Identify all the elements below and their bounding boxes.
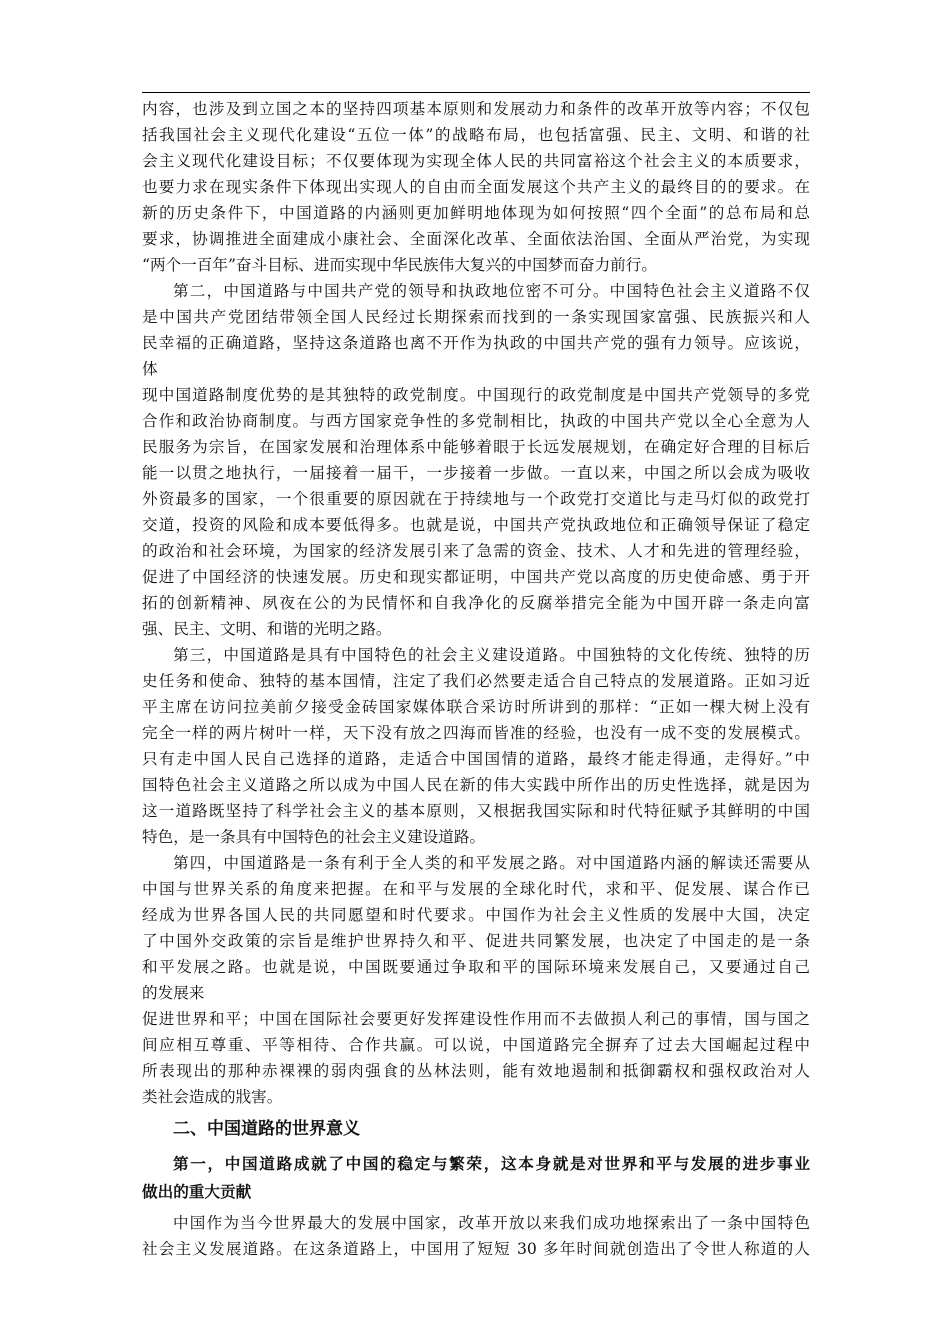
subheading [142, 1150, 810, 1206]
text-line: 体 [142, 360, 158, 378]
text-line: 这一道路既坚持了科学社会主义的基本原则，又根据我国实际和时代特征赋予其鲜明的中国 [142, 802, 810, 820]
text-line: 社会主义发展道路。在这条道路上，中国用了短短 30 多年时间就创造出了令世人称道的人 [142, 1240, 810, 1258]
text-line: 所表现出的那种赤裸裸的弱肉强食的丛林法则，能有效地遏制和抵御霸权和强权政治对人 [142, 1062, 810, 1080]
text-line: 促进了中国经济的快速发展。历史和现实都证明，中国共产党以高度的历史使命感、勇于开 [142, 568, 810, 586]
text-line: 的政治和社会环境，为国家的经济发展引来了急需的资金、技术、人才和先进的管理经验， [142, 542, 810, 560]
text-line: 要求，协调推进全面建成小康社会、全面深化改革、全面依法治国、全面从严治党，为实现 [142, 230, 810, 248]
text-line: 中国与世界关系的角度来把握。在和平与发展的全球化时代，求和平、促发展、谋合作已 [142, 880, 810, 898]
text-line: 第二，中国道路与中国共产党的领导和执政地位密不可分。中国特色社会主义道路不仅 [173, 282, 810, 300]
text-line: 新的历史条件下，中国道路的内涵则更加鲜明地体现为如何按照“四个全面”的总布局和总 [142, 204, 810, 222]
text-line: 强、民主、文明、和谐的光明之路。 [142, 620, 392, 638]
paragraph-fourth-point [142, 850, 810, 1006]
subheading-line: 做出的重大贡献 [142, 1182, 252, 1201]
text-line: 括我国社会主义现代化建设“五位一体”的战略布局，也包括富强、民主、文明、和谐的社 [142, 126, 810, 144]
text-line: 第四，中国道路是一条有利于全人类的和平发展之路。对中国道路内涵的解读还需要从 [173, 854, 810, 872]
text-line: 也要力求在现实条件下体现出实现人的自由而全面发展这个共产主义的最终目的的要求。在 [142, 178, 810, 196]
document-body [142, 96, 810, 1262]
text-line: 国特色社会主义道路之所以成为中国人民在新的伟大实践中所作出的历史性选择，就是因为 [142, 776, 810, 794]
subheading-line: 第一，中国道路成就了中国的稳定与繁荣，这本身就是对世界和平与发展的进步事业 [173, 1154, 810, 1173]
text-line: 了中国外交政策的宗旨是维护世界持久和平、促进共同繁发展，也决定了中国走的是一条 [142, 932, 810, 950]
text-line: “两个一百年”奋斗目标、进而实现中华民族伟大复兴的中国梦而奋力前行。 [142, 256, 657, 274]
text-line: 的发展来 [142, 984, 205, 1002]
text-line: 中国作为当今世界最大的发展中国家，改革开放以来我们成功地探索出了一条中国特色 [173, 1214, 810, 1232]
section-heading: 二、中国道路的世界意义 [173, 1119, 360, 1139]
text-line: 是中国共产党团结带领全国人民经过长期探索而找到的一条实现国家富强、民族振兴和人 [142, 308, 810, 326]
text-line: 会主义现代化建设目标；不仅要体现为实现全体人民的共同富裕这个社会主义的本质要求， [142, 152, 810, 170]
text-line: 内容，也涉及到立国之本的坚持四项基本原则和发展动力和条件的改革开放等内容；不仅包 [142, 100, 810, 118]
text-line: 外资最多的国家，一个很重要的原因就在于持续地与一个政党打交道比与走马灯似的政党打 [142, 490, 810, 508]
text-line: 交道，投资的风险和成本要低得多。也就是说，中国共产党执政地位和正确领导保证了稳定 [142, 516, 810, 534]
paragraph-stability-prosperity [142, 1210, 810, 1262]
paragraph-road-connotation [142, 96, 810, 278]
text-line: 合作和政治协商制度。与西方国家竞争性的多党制相比，执政的中国共产党以全心全意为人 [142, 412, 810, 430]
paragraph-second-point [142, 278, 810, 382]
text-line: 第三，中国道路是具有中国特色的社会主义建设道路。中国独特的文化传统、独特的历 [173, 646, 810, 664]
text-line: 现中国道路制度优势的是其独特的政党制度。中国现行的政党制度是中国共产党领导的多党 [142, 386, 810, 404]
paragraph-world-peace [142, 1006, 810, 1110]
text-line: 和平发展之路。也就是说，中国既要通过争取和平的国际环境来发展自己，又要通过自己 [142, 958, 810, 976]
paragraph-third-point [142, 642, 810, 850]
text-line: 类社会造成的戕害。 [142, 1088, 283, 1106]
text-line: 促进世界和平；中国在国际社会要更好发挥建设性作用而不去做损人利己的事情，国与国之 [142, 1010, 810, 1028]
text-line: 民服务为宗旨，在国家发展和治理体系中能够着眼于长远发展规划，在确定好合理的目标后 [142, 438, 810, 456]
text-line: 特色，是一条具有中国特色的社会主义建设道路。 [142, 828, 486, 846]
text-line: 完全一样的两片树叶一样，天下没有放之四海而皆准的经验，也没有一成不变的发展模式。 [142, 724, 810, 742]
text-line: 民幸福的正确道路，坚持这条道路也离不开作为执政的中国共产党的强有力领导。应该说， [142, 334, 810, 352]
paragraph-party-system [142, 382, 810, 642]
text-line: 平主席在访问拉美前夕接受金砖国家媒体联合采访时所讲到的那样：“正如一棵大树上没有 [142, 698, 810, 716]
text-line: 只有走中国人民自己选择的道路，走适合中国国情的道路，最终才能走得通，走得好。”中 [142, 750, 810, 768]
text-line: 拓的创新精神、夙夜在公的为民情怀和自我净化的反腐举措完全能为中国开辟一条走向富 [142, 594, 810, 612]
text-line: 经成为世界各国人民的共同愿望和时代要求。中国作为社会主义性质的发展中大国，决定 [142, 906, 810, 924]
text-line: 能一以贯之地执行，一届接着一届干，一步接着一步做。一直以来，中国之所以会成为吸收 [142, 464, 810, 482]
header-rule [142, 92, 810, 93]
text-line: 间应相互尊重、平等相待、合作共赢。可以说，中国道路完全摒弃了过去大国崛起过程中 [142, 1036, 810, 1054]
text-line: 史任务和使命、独特的基本国情，注定了我们必然要走适合自己特点的发展道路。正如习近 [142, 672, 810, 690]
